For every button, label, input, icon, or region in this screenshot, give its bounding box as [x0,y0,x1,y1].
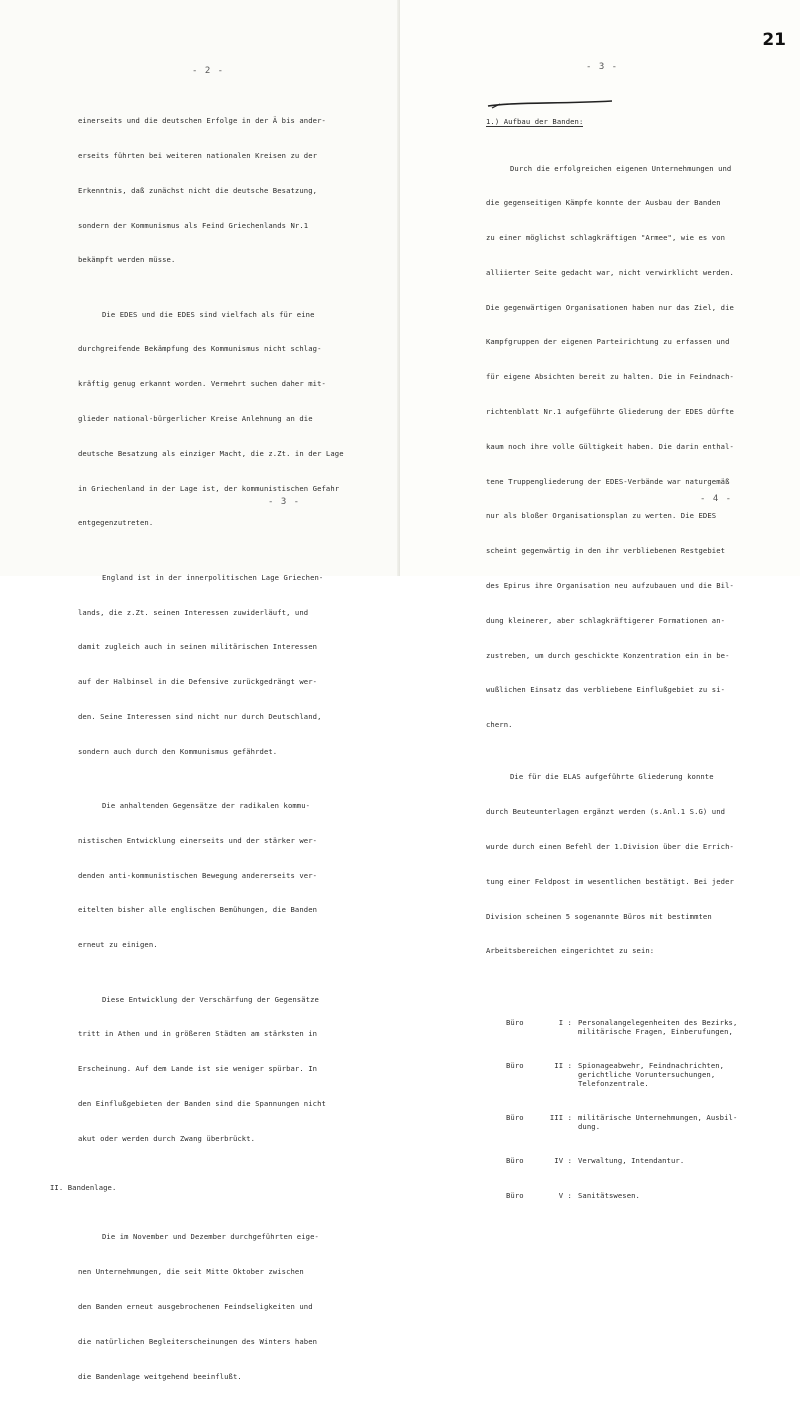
text-line: damit zugleich auch in seinen militärischen Interessen [78,642,318,652]
text-line: richtenblatt Nr.1 aufgeführte Gliederung der EDES dürfte [486,407,734,417]
text-line: die natürlichen Begleiterscheinungen des Winters haben [78,1336,318,1346]
text-line: den Banden erneut ausgebrochenen Feindseligkeiten und [78,1301,313,1311]
text-line: sondern der Kommunismus als Feind Griechenlands Nr.1 [78,220,309,230]
text-line: erseits führten bei weiteren nationalen Kreisen zu der [78,150,318,160]
text-line: einerseits und die deutschen Erfolge in der Ä bis ander- [78,116,326,126]
bureau-description: Spionageabwehr, Feindnachrichten, gerichtliche Voruntersuchungen, Telefonzentrale. [578,1061,725,1089]
right-body-text [486,93,737,1246]
bureau-description: Sanitätswesen. [578,1190,640,1200]
text-line: lands, die z.Zt. seinen Interessen zuwiderläuft, und [78,607,309,617]
text-line: tung einer Feldpost im wesentlichen bestätigt. Bei jeder [486,876,734,886]
text-line: dung kleinerer, aber schlagkräftigerer Formationen an- [486,615,726,625]
text-line: auf der Halbinsel in die Defensive zurückgedrängt wer- [78,677,318,687]
text-line: tritt in Athen und in größeren Städten am stärksten in [78,1029,318,1039]
bureau-number: II : [554,1061,572,1071]
text-line: entgegenzutreten. [78,518,154,528]
text-line: die gegenseitigen Kämpfe konnte der Ausbau der Banden [486,198,721,208]
bureau-label: Büro [506,1017,524,1027]
text-line: nen Unternehmungen, die seit Mitte Oktober zwischen [78,1267,304,1277]
left-page-number: - 2 - [192,66,225,76]
bureau-label: Büro [506,1190,524,1200]
text-line: sondern auch durch den Kommunismus gefährdet. [78,746,278,756]
text-line: Die für die ELAS aufgeführte Gliederung konnte [510,772,714,782]
heading-text: 1.) Aufbau der Banden: [486,117,584,127]
bureau-row [506,1156,737,1165]
text-line: für eigene Absichten bereit zu halten. Die in Feindnach- [486,372,734,382]
right-page-number: - 3 - [586,62,619,72]
text-line: Diese Entwicklung der Verschärfung der Gegensätze [102,994,319,1004]
text-line: die Bandenlage weitgehend beeinflußt. [78,1371,242,1381]
text-line: Durch die erfolgreichen eigenen Unternehmungen und [510,163,732,173]
text-line: Kampfgruppen der eigenen Parteirichtung zu erfassen und [486,337,730,347]
text-line: alliierter Seite gedacht war, nicht verwirklicht werden. [486,267,734,277]
text-line: akut oder werden durch Zwang überbrückt. [78,1133,256,1143]
archive-page-number: 21 [762,30,786,50]
bureau-label: Büro [506,1156,524,1166]
bureau-table [486,993,737,1223]
text-line: erneut zu einigen. [78,940,158,950]
bureau-label: Büro [506,1113,524,1123]
text-line: zu einer möglichst schlagkräftigen "Armee", wie es von [486,233,726,243]
bureau-number: III : [549,1113,572,1123]
text-line: wurde durch einen Befehl der 1.Division über die Errich- [486,842,734,851]
bureau-description: Personalangelegenheiten des Bezirks, militärische Fragen, Einberufungen, [578,1017,738,1036]
text-line: kräftig genug erkannt worden. Vermehrt suchen daher mit- [78,379,326,389]
text-line: Die gegenwärtigen Organisationen haben nur das Ziel, die [486,302,734,312]
text-line: England ist in der innerpolitischen Lage Griechen- [102,572,324,582]
text-line: nur als bloßer Organisationsplan zu werten. Die EDES [486,511,717,521]
text-line: scheint gegenwärtig in den ihr verbliebenen Restgebiet [486,546,726,556]
text-line: deutsche Besatzung als einziger Macht, die z.Zt. in der Lage [78,448,344,458]
bureau-row [506,1113,737,1131]
text-line: Die im November und Dezember durchgeführten eige- [102,1232,319,1242]
bureau-number: I : [558,1017,572,1027]
bureau-row [506,1061,737,1088]
bureau-label: Büro [506,1061,524,1071]
text-line: Division scheinen 5 sogenannte Büros mit bestimmten [486,911,712,921]
text-line: in Griechenland in der Lage ist, der kommunistischen Gefahr [78,483,340,493]
left-body-text [50,92,344,1405]
right-page-footer-marker: - 4 - [700,494,733,504]
bureau-row [506,1191,737,1200]
text-line: kaum noch ihre volle Gültigkeit haben. Die darin enthal- [486,441,734,451]
text-line: denden anti-kommunistischen Bewegung andererseits ver- [78,870,318,880]
text-line: durch Beuteunterlagen ergänzt werden (s.Anl.1 S.G) und [486,807,726,817]
bureau-row [506,1018,737,1036]
text-line: durchgreifende Bekämpfung des Kommunismus nicht schlag- [78,344,322,354]
section-heading: II. Bandenlage. [50,1183,117,1193]
text-line: Die EDES und die EDES sind vielfach als für eine [102,309,315,319]
bureau-description: militärische Unternehmungen, Ausbil- dung. [578,1113,738,1132]
text-line: nistischen Entwicklung einerseits und der stärker wer- [78,835,318,845]
bureau-description: Verwaltung, Intendantur. [578,1156,685,1166]
text-line: den Einflußgebieten der Banden sind die Spannungen nicht [78,1098,326,1108]
text-line: eitelten bisher alle englischen Bemühungen, die Banden [78,905,318,915]
text-line: Arbeitsbereichen eingerichtet zu sein: [486,946,655,956]
left-page-footer-marker: - 3 - [268,497,301,507]
text-line: den. Seine Interessen sind nicht nur durch Deutschland, [78,711,322,721]
text-line: glieder national-bürgerlicher Kreise Anlehnung an die [78,414,313,424]
text-line: Die anhaltenden Gegensätze der radikalen kommu- [102,801,311,811]
right-page [400,0,800,1200]
text-line: chern. [486,720,513,730]
section-heading [486,116,737,128]
text-line: tene Truppengliederung der EDES-Verbände war naturgemäß [486,476,730,486]
bureau-number: IV : [554,1156,572,1166]
text-line: Erkenntnis, daß zunächst nicht die deutsche Besatzung, [78,185,318,195]
text-line: Erscheinung. Auf dem Lande ist sie weniger spürbar. In [78,1064,318,1074]
text-line: wußlichen Einsatz das verbliebene Einflußgebiet zu si- [486,685,726,695]
text-line: bekämpft werden müsse. [78,255,176,265]
text-line: zustreben, um durch geschickte Konzentration ein in be- [486,650,730,660]
text-line: des Epirus ihre Organisation neu aufzubauen und die Bil- [486,580,734,590]
left-page [0,0,400,1381]
bureau-number: V : [558,1190,572,1200]
